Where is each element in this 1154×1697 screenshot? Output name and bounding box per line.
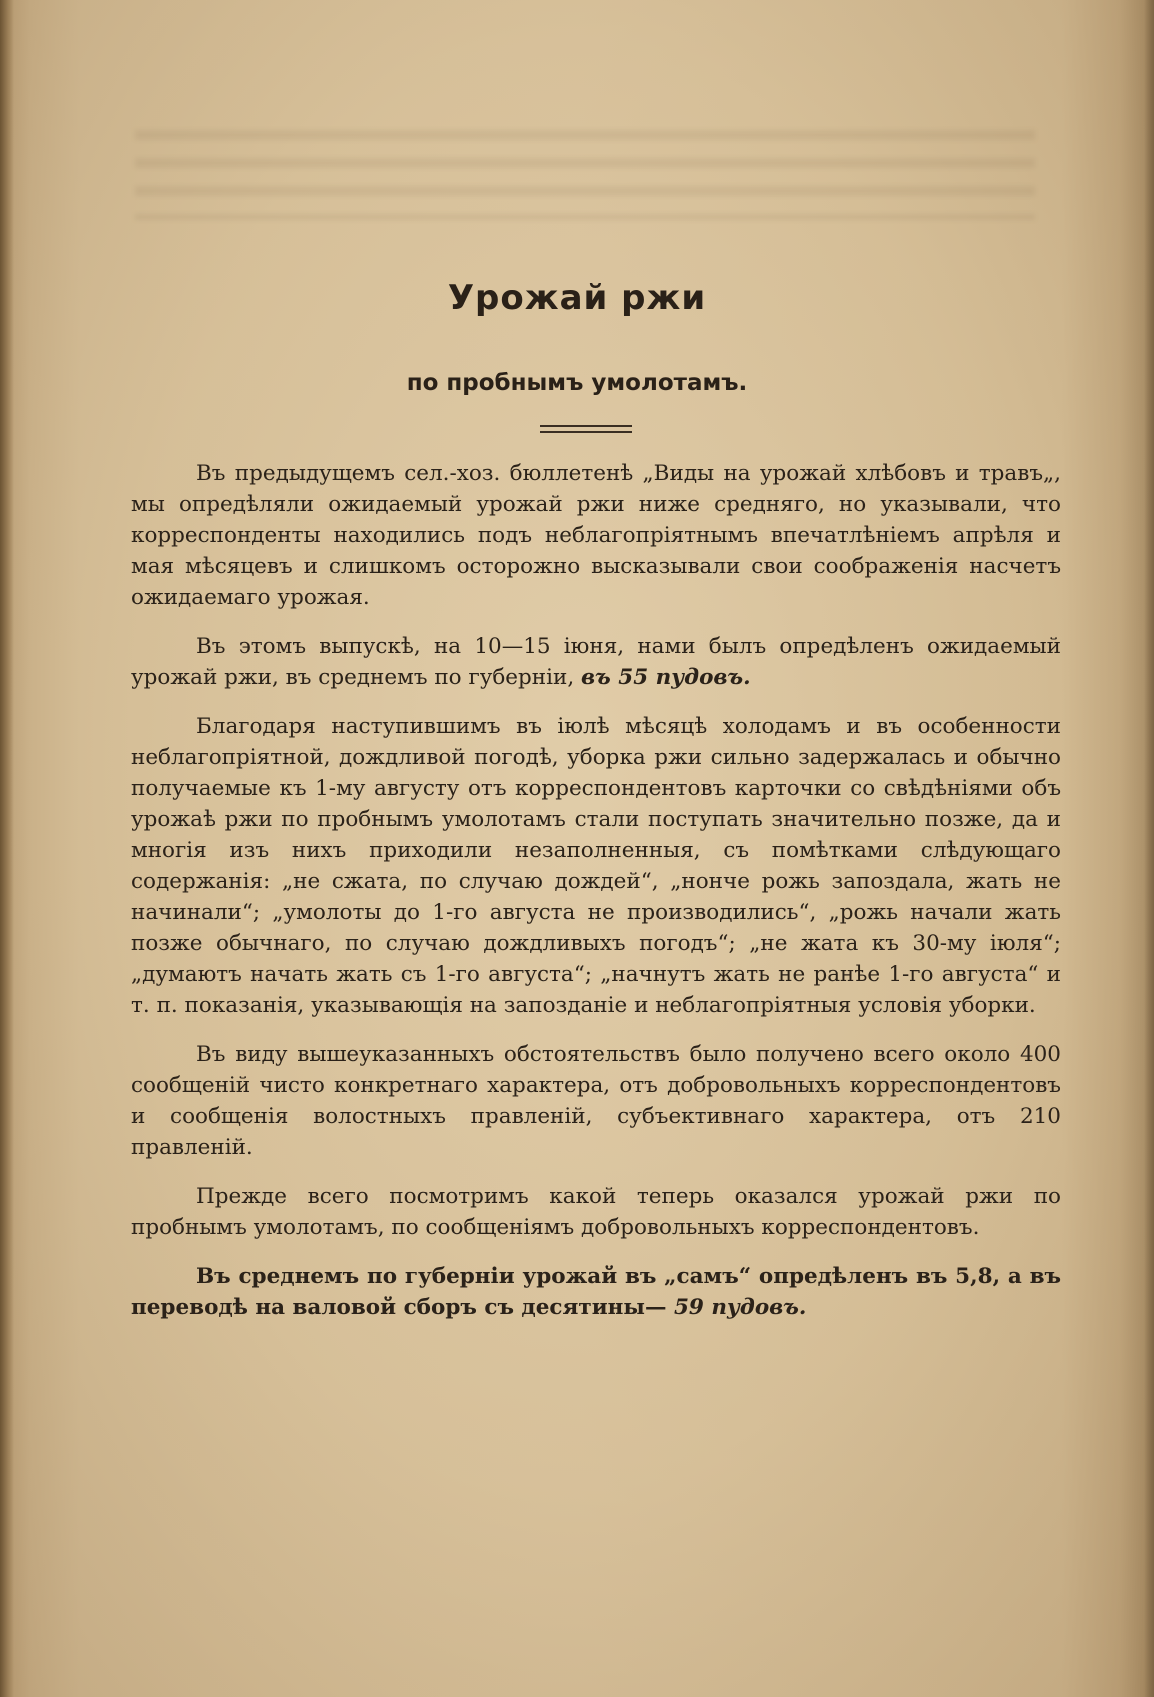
- title-divider: [540, 425, 632, 427]
- paragraph-2-text: Въ этомъ выпускѣ, на 10—15 іюня, нами былъ опредѣленъ ожидаемый урожай ржи, въ среднемъ по губерніи,: [131, 634, 1061, 690]
- paragraph-2-emphasis: въ 55 пудовъ.: [581, 665, 751, 690]
- page-title: Урожай ржи: [447, 278, 707, 318]
- paragraph-6-text: Въ среднемъ по губерніи урожай въ „самъ“ опредѣленъ въ 5,8, а въ переводѣ на валовой сборъ съ десятины—: [131, 1264, 1061, 1320]
- page-spine-shadow: [0, 0, 14, 1697]
- paragraph-5-text: Прежде всего посмотримъ какой теперь оказался урожай ржи по пробнымъ умолотамъ, по сообщеніямъ добровольныхъ корреспондентовъ.: [131, 1184, 1061, 1240]
- paragraph-3-text: Благодаря наступившимъ въ іюлѣ мѣсяцѣ холодамъ и въ особенности неблагопріятной, дождливой погодѣ, уборка ржи сильно задержалась и обычно получаемые къ 1-му августу отъ корреспондентовъ карточки со свѣдѣніями объ урожаѣ ржи по пробнымъ умолотамъ стали поступать значительно позже, да и многія изъ нихъ приходили незаполненныя, съ помѣтками слѣдующаго содержанія: „не сжата, по случаю дождей“, „нонче рожь запоздала, жать не начинали“; „умолоты до 1-го августа не производились“, „рожь начали жать позже обычнаго, по случаю дождливыхъ погодъ“; „не жата къ 30-му іюля“; „думаютъ начать жать съ 1-го августа“; „начнутъ жать не ранѣе 1-го августа“ и т. п. показанія, указывающія на запозданіе и неблагопріятныя условія уборки.: [131, 714, 1061, 1018]
- paragraph-4-text: Въ виду вышеуказанныхъ обстоятельствъ было получено всего около 400 сообщеній чисто конкретнаго характера, отъ добровольныхъ корреспондентовъ и сообщенія волостныхъ правленій, субъективнаго характера, отъ 210 правленій.: [131, 1042, 1061, 1160]
- paragraph-5: [131, 1181, 1061, 1243]
- title-divider-second: [540, 431, 632, 433]
- paragraph-2: [131, 631, 1061, 693]
- paragraph-6: [131, 1261, 1061, 1323]
- page-edge-shadow: [1144, 0, 1154, 1697]
- paragraph-1: [131, 458, 1061, 613]
- page-subtitle: по пробнымъ умолотамъ.: [406, 370, 748, 396]
- paragraph-1-text: Въ предыдущемъ сел.-хоз. бюллетенѣ „Виды на урожай хлѣбовъ и травъ„, мы опредѣляли ожидаемый урожай ржи ниже средняго, но указывали, что корреспонденты находились подъ неблагопріятнымъ впечатлѣніемъ апрѣля и мая мѣсяцевъ и слишкомъ осторожно высказывали свои соображенія насчетъ ожидаемаго урожая.: [131, 461, 1061, 610]
- bleed-through-text: [135, 130, 1035, 220]
- paragraph-3: [131, 711, 1061, 1021]
- document-body: [131, 458, 1061, 1341]
- paragraph-6-emphasis: 59 пудовъ.: [673, 1295, 807, 1320]
- paragraph-4: [131, 1039, 1061, 1163]
